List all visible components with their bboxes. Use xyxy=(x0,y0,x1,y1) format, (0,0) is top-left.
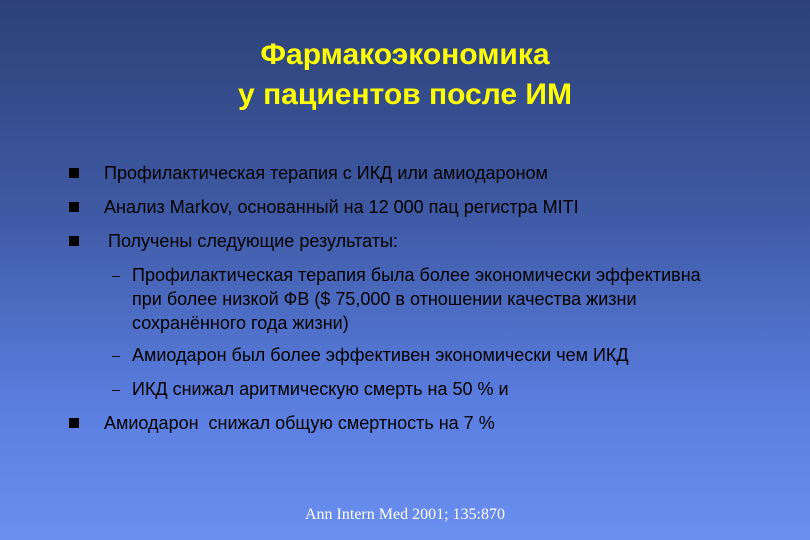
bullet-item: Амиодарон снижал общую смертность на 7 % xyxy=(104,413,495,433)
dash-marker: – xyxy=(112,381,120,397)
square-bullet-icon xyxy=(69,202,79,212)
sub-item: Амиодарон был более эффективен экономически чем ИКД xyxy=(132,345,629,365)
sub-item: Профилактическая терапия была более экономически эффективна при более низкой ФВ ($ 75,000 в отношении качества жизни сохранённого года жизни) xyxy=(132,265,701,333)
square-bullet-icon xyxy=(69,168,79,178)
source-citation: Ann Intern Med 2001; 135:870 xyxy=(305,506,505,523)
slide-title-line-2: у пациентов после ИМ xyxy=(238,78,572,111)
dash-marker: – xyxy=(112,347,120,363)
dash-marker: – xyxy=(112,267,120,283)
sub-item: ИКД снижал аритмическую смерть на 50 % и xyxy=(132,379,509,399)
bullet-item: Анализ Markov, основанный на 12 000 пац регистра MITI xyxy=(104,197,579,217)
slide-title-line-1: Фармакоэкономика xyxy=(260,38,550,71)
bullet-item: Получены следующие результаты: xyxy=(108,231,398,251)
bullet-item: Профилактическая терапия с ИКД или амиодароном xyxy=(104,163,548,183)
square-bullet-icon xyxy=(69,236,79,246)
square-bullet-icon xyxy=(69,418,79,428)
